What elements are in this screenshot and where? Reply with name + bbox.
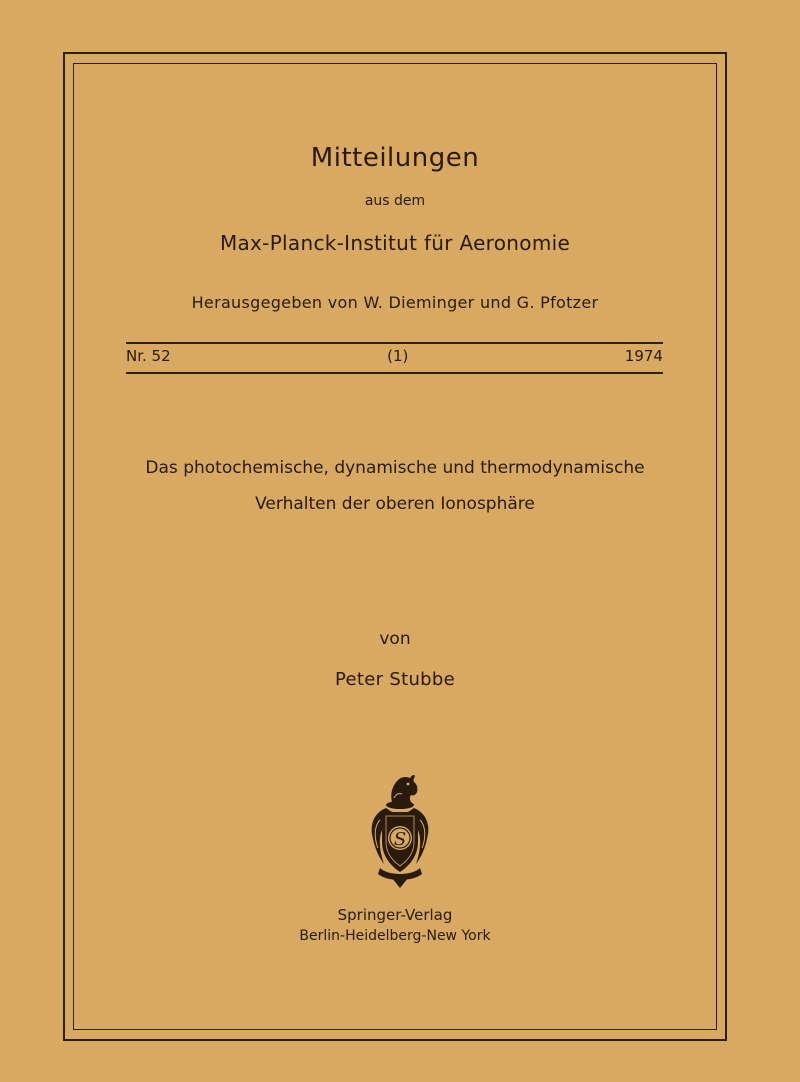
issue-number: Nr. 52 — [126, 347, 171, 365]
issue-year: 1974 — [624, 347, 663, 365]
book-title-line-2: Verhalten der oberen Ionosphäre — [255, 494, 535, 514]
publisher-name: Springer-Verlag — [337, 906, 453, 924]
book-title-line-1: Das photochemische, dynamische und thermodynamische — [145, 458, 645, 478]
von-text: von — [379, 629, 411, 649]
svg-text:S: S — [393, 829, 407, 850]
springer-knight-logo-icon — [362, 768, 438, 890]
issue-part: (1) — [387, 347, 409, 365]
issue-row — [126, 347, 663, 365]
editors-line: Herausgegeben von W. Dieminger und G. Pfotzer — [191, 293, 599, 312]
institute-name: Max-Planck-Institut für Aeronomie — [219, 231, 571, 255]
author-name: Peter Stubbe — [335, 669, 455, 690]
bottom-rule — [126, 372, 663, 374]
publisher-cities: Berlin-Heidelberg-New York — [299, 928, 491, 944]
top-rule — [126, 342, 663, 344]
series-title: Mitteilungen — [310, 143, 480, 173]
aus-dem-text: aus dem — [364, 193, 426, 209]
